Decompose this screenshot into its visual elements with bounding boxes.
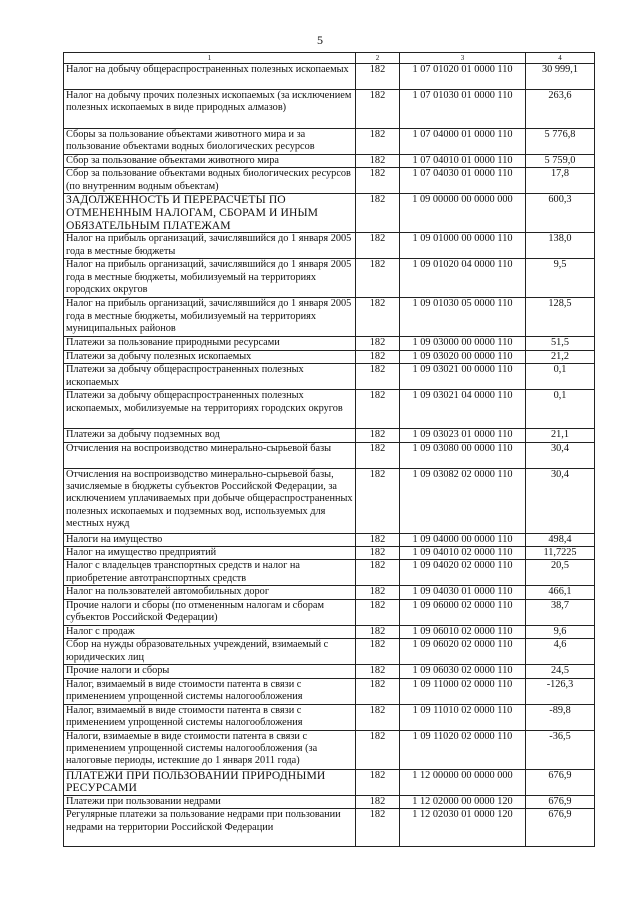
row-admin-code-cell: 182 [356,337,400,350]
row-amount-cell: 21,1 [526,429,595,442]
row-classification-code-cell: 1 09 03000 00 0000 110 [400,337,526,350]
row-admin-code-cell: 182 [356,194,400,233]
table-row [64,625,595,638]
row-classification-code-cell: 1 09 03080 00 0000 110 [400,442,526,468]
table-row [64,90,595,129]
row-name-cell: Налог с продаж [64,625,356,638]
table-body [64,64,595,847]
table-row [64,599,595,625]
table-row [64,586,595,599]
row-name-cell: Налог на пользователей автомобильных дорог [64,586,356,599]
row-classification-code-cell: 1 07 04010 01 0000 110 [400,155,526,168]
row-name-cell: Налог на добычу прочих полезных ископаемых (за исключением полезных ископаемых в виде природных алмазов) [64,90,356,129]
row-classification-code-cell: 1 09 11010 02 0000 110 [400,704,526,730]
row-admin-code-cell: 182 [356,639,400,665]
row-amount-cell: 9,6 [526,625,595,638]
row-classification-code-cell: 1 09 06020 02 0000 110 [400,639,526,665]
row-name-cell: Отчисления на воспроизводство минерально-сырьевой базы [64,442,356,468]
row-classification-code-cell: 1 09 03021 00 0000 110 [400,364,526,390]
table-row [64,64,595,90]
table-row [64,298,595,337]
row-admin-code-cell: 182 [356,90,400,129]
row-name-cell: Платежи за добычу общераспространенных полезных ископаемых, мобилизуемые на территориях городских округов [64,390,356,429]
row-admin-code-cell: 182 [356,795,400,808]
row-admin-code-cell: 182 [356,129,400,155]
row-name-cell: Платежи за добычу подземных вод [64,429,356,442]
table-row [64,350,595,363]
row-amount-cell: 138,0 [526,233,595,259]
row-amount-cell: 676,9 [526,809,595,847]
row-amount-cell: 11,7225 [526,547,595,560]
row-admin-code-cell: 182 [356,168,400,194]
row-classification-code-cell: 1 12 00000 00 0000 000 [400,769,526,795]
row-admin-code-cell: 182 [356,390,400,429]
row-admin-code-cell: 182 [356,599,400,625]
table-row [64,809,595,847]
row-admin-code-cell: 182 [356,730,400,769]
row-amount-cell: 30,4 [526,442,595,468]
row-admin-code-cell: 182 [356,259,400,298]
row-name-cell: Сбор за пользование объектами животного мира [64,155,356,168]
table-row [64,337,595,350]
row-admin-code-cell: 182 [356,665,400,678]
row-classification-code-cell: 1 09 11020 02 0000 110 [400,730,526,769]
row-admin-code-cell: 182 [356,429,400,442]
row-admin-code-cell: 182 [356,233,400,259]
column-number-1: 1 [64,53,356,64]
row-classification-code-cell: 1 12 02030 01 0000 120 [400,809,526,847]
row-name-cell: Налог, взимаемый в виде стоимости патента в связи с применением упрощенной системы налогообложения [64,704,356,730]
row-classification-code-cell: 1 09 00000 00 0000 000 [400,194,526,233]
table-row [64,233,595,259]
row-classification-code-cell: 1 09 03023 01 0000 110 [400,429,526,442]
table-row [64,442,595,468]
table-row [64,129,595,155]
row-classification-code-cell: 1 09 06000 02 0000 110 [400,599,526,625]
row-amount-cell: 51,5 [526,337,595,350]
row-admin-code-cell: 182 [356,298,400,337]
table-row [64,639,595,665]
row-name-cell: Налоги, взимаемые в виде стоимости патента в связи с применением упрощенной системы налогообложения (за налоговые периоды, истекшие до 1 января 2011 года) [64,730,356,769]
row-classification-code-cell: 1 09 01020 04 0000 110 [400,259,526,298]
row-amount-cell: 5 776,8 [526,129,595,155]
table-row [64,795,595,808]
column-number-3: 3 [400,53,526,64]
row-admin-code-cell: 182 [356,560,400,586]
row-amount-cell: -36,5 [526,730,595,769]
table-row [64,259,595,298]
row-name-cell: Сбор за пользование объектами водных биологических ресурсов (по внутренним водным объектам) [64,168,356,194]
row-name-cell: Налог на добычу общераспространенных полезных ископаемых [64,64,356,90]
column-number-header-row [64,53,595,64]
row-classification-code-cell: 1 09 06010 02 0000 110 [400,625,526,638]
table-row [64,678,595,704]
row-name-cell: Налог на имущество предприятий [64,547,356,560]
row-classification-code-cell: 1 09 06030 02 0000 110 [400,665,526,678]
row-amount-cell: 600,3 [526,194,595,233]
row-amount-cell: 0,1 [526,364,595,390]
budget-revenue-table [63,52,595,847]
row-name-cell: Налог на прибыль организаций, зачислявшийся до 1 января 2005 года в местные бюджеты, мобилизуемый на территориях городских округов [64,259,356,298]
column-number-2: 2 [356,53,400,64]
row-classification-code-cell: 1 09 03021 04 0000 110 [400,390,526,429]
row-amount-cell: 263,6 [526,90,595,129]
page-number: 5 [317,33,323,47]
row-name-cell: Налог, взимаемый в виде стоимости патента в связи с применением упрощенной системы налогообложения [64,678,356,704]
row-amount-cell: -126,3 [526,678,595,704]
row-amount-cell: 0,1 [526,390,595,429]
row-name-cell: Регулярные платежи за пользование недрами при пользовании недрами на территории Российской Федерации [64,809,356,847]
row-name-cell: Платежи при пользовании недрами [64,795,356,808]
row-name-cell: Прочие налоги и сборы (по отмененным налогам и сборам субъектов Российской Федерации) [64,599,356,625]
row-name-cell: ЗАДОЛЖЕННОСТЬ И ПЕРЕРАСЧЕТЫ ПО ОТМЕНЕННЫМ НАЛОГАМ, СБОРАМ И ИНЫМ ОБЯЗАТЕЛЬНЫМ ПЛАТЕЖАМ [64,194,356,233]
table-row [64,730,595,769]
row-classification-code-cell: 1 07 01020 01 0000 110 [400,64,526,90]
row-name-cell: Налог на прибыль организаций, зачислявшийся до 1 января 2005 года в местные бюджеты [64,233,356,259]
row-amount-cell: 21,2 [526,350,595,363]
row-amount-cell: -89,8 [526,704,595,730]
table-row [64,364,595,390]
table-row [64,429,595,442]
row-admin-code-cell: 182 [356,468,400,533]
row-amount-cell: 4,6 [526,639,595,665]
row-name-cell: Отчисления на воспроизводство минерально-сырьевой базы, зачисляемые в бюджеты субъектов Российской Федерации, за исключением уплачиваемых при добыче общераспространенных полезных ископаемых и подземных вод, используемых для местных нужд [64,468,356,533]
table-row [64,194,595,233]
row-admin-code-cell: 182 [356,442,400,468]
row-amount-cell: 17,8 [526,168,595,194]
row-amount-cell: 5 759,0 [526,155,595,168]
table-row [64,155,595,168]
row-admin-code-cell: 182 [356,547,400,560]
row-admin-code-cell: 182 [356,704,400,730]
row-name-cell: Налог с владельцев транспортных средств и налог на приобретение автотранспортных средств [64,560,356,586]
row-name-cell: Сборы за пользование объектами животного мира и за пользование объектами водных биологических ресурсов [64,129,356,155]
row-name-cell: Прочие налоги и сборы [64,665,356,678]
row-amount-cell: 30 999,1 [526,64,595,90]
row-amount-cell: 498,4 [526,533,595,546]
row-admin-code-cell: 182 [356,769,400,795]
table-row [64,168,595,194]
row-amount-cell: 466,1 [526,586,595,599]
row-name-cell: Налоги на имущество [64,533,356,546]
table-row [64,665,595,678]
table-row [64,547,595,560]
table-row [64,468,595,533]
column-number-4: 4 [526,53,595,64]
table-row [64,390,595,429]
row-name-cell: Платежи за добычу общераспространенных полезных ископаемых [64,364,356,390]
row-admin-code-cell: 182 [356,586,400,599]
row-classification-code-cell: 1 07 04000 01 0000 110 [400,129,526,155]
row-classification-code-cell: 1 09 03082 02 0000 110 [400,468,526,533]
row-name-cell: Налог на прибыль организаций, зачислявшийся до 1 января 2005 года в местные бюджеты, мобилизуемый на территориях муниципальных районов [64,298,356,337]
table-row [64,704,595,730]
row-classification-code-cell: 1 09 01030 05 0000 110 [400,298,526,337]
row-admin-code-cell: 182 [356,155,400,168]
row-admin-code-cell: 182 [356,809,400,847]
row-name-cell: Платежи за добычу полезных ископаемых [64,350,356,363]
row-classification-code-cell: 1 09 11000 02 0000 110 [400,678,526,704]
row-amount-cell: 676,9 [526,795,595,808]
row-classification-code-cell: 1 09 01000 00 0000 110 [400,233,526,259]
row-amount-cell: 20,5 [526,560,595,586]
row-classification-code-cell: 1 09 04020 02 0000 110 [400,560,526,586]
row-classification-code-cell: 1 09 04030 01 0000 110 [400,586,526,599]
row-admin-code-cell: 182 [356,350,400,363]
row-classification-code-cell: 1 09 03020 00 0000 110 [400,350,526,363]
table-row [64,533,595,546]
row-classification-code-cell: 1 07 01030 01 0000 110 [400,90,526,129]
row-amount-cell: 38,7 [526,599,595,625]
row-name-cell: ПЛАТЕЖИ ПРИ ПОЛЬЗОВАНИИ ПРИРОДНЫМИ РЕСУРСАМИ [64,769,356,795]
row-amount-cell: 9,5 [526,259,595,298]
row-classification-code-cell: 1 09 04000 00 0000 110 [400,533,526,546]
row-name-cell: Платежи за пользование природными ресурсами [64,337,356,350]
row-amount-cell: 30,4 [526,468,595,533]
row-amount-cell: 128,5 [526,298,595,337]
row-amount-cell: 24,5 [526,665,595,678]
row-admin-code-cell: 182 [356,625,400,638]
table-row [64,560,595,586]
row-admin-code-cell: 182 [356,678,400,704]
table-row [64,769,595,795]
row-classification-code-cell: 1 12 02000 00 0000 120 [400,795,526,808]
row-classification-code-cell: 1 09 04010 02 0000 110 [400,547,526,560]
row-name-cell: Сбор на нужды образовательных учреждений, взимаемый с юридических лиц [64,639,356,665]
row-classification-code-cell: 1 07 04030 01 0000 110 [400,168,526,194]
row-admin-code-cell: 182 [356,533,400,546]
row-admin-code-cell: 182 [356,64,400,90]
row-admin-code-cell: 182 [356,364,400,390]
row-amount-cell: 676,9 [526,769,595,795]
